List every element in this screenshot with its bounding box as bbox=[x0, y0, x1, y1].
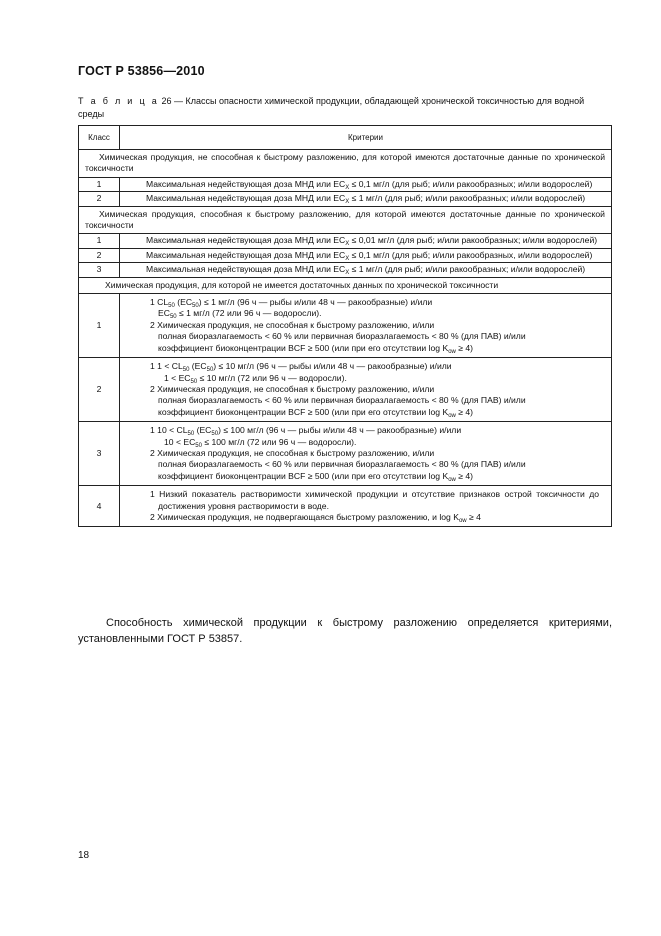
class-cell: 1 bbox=[79, 177, 120, 191]
class-cell: 4 bbox=[79, 486, 120, 527]
list-item: 1 $10 < CL_{50}$ $(EC_{50}) \le 100$ мг/л (96 ч — рыбы и/или 48 ч — ракообразные) и/или bbox=[150, 425, 462, 438]
criteria-cell bbox=[120, 263, 612, 277]
table-row bbox=[79, 358, 612, 422]
body-paragraph: Способность химической продукции к быстрому разложению определяется критериями, установленными ГОСТ Р 53857. bbox=[78, 617, 612, 645]
list-item: 1 $CL_{50}$ $(EC_{50}) \le 1$ мг/л (96 ч — рыбы и/или 48 ч — ракообразные) и/или bbox=[150, 297, 433, 310]
list-item: 1 Низкий показатель растворимости химической продукции и отсутствие признаков острой токсичности до достижения уровня растворимости в воде. bbox=[150, 489, 599, 511]
table-row bbox=[79, 422, 612, 486]
class-cell: 1 bbox=[79, 234, 120, 248]
criteria-text: ≤ 1 мг/л (для рыб; и/или ракообразных; и/или водорослей) bbox=[349, 193, 586, 204]
criteria-text: ≤ 0,1 мг/л (для рыб; и/или ракообразных, и/или водорослей) bbox=[349, 249, 593, 260]
list-item-continuation: коэффициент биоконцентрации BCF ≥ 500 (или при его отсутствии $\log K_{ow} \ge 4$) bbox=[158, 406, 474, 419]
list-item-continuation: $10 < EC_{50} \le 100$ мг/л (72 или 96 ч — водоросли). bbox=[164, 436, 357, 449]
list-item: 2 Химическая продукция, не способная к быстрому разложению, и/или bbox=[150, 383, 435, 394]
criteria-list bbox=[126, 425, 603, 482]
criteria-cell bbox=[120, 248, 612, 262]
criteria-cell bbox=[120, 234, 612, 248]
group-row bbox=[79, 277, 612, 293]
subscript: X bbox=[345, 255, 350, 262]
hazard-class-table bbox=[78, 125, 612, 527]
page-number: 18 bbox=[78, 850, 90, 861]
group-title: Химическая продукция, не способная к быстрому разложению, для которой имеются достаточные данные по хронической токсичности bbox=[79, 150, 612, 178]
class-cell: 2 bbox=[79, 358, 120, 422]
criteria-text: Максимальная недействующая доза МНД или EC bbox=[146, 193, 346, 204]
list-item: 2 Химическая продукция, не способная к быстрому разложению, и/или bbox=[150, 447, 435, 458]
table-row bbox=[79, 294, 612, 358]
list-item-continuation: полная биоразлагаемость < 60 % или первичная биоразлагаемость < 80 % (для ПАВ) и/или bbox=[158, 395, 526, 406]
table-row bbox=[79, 177, 612, 191]
table-row bbox=[79, 192, 612, 206]
table-caption-label: Т а б л и ц а bbox=[78, 96, 159, 106]
criteria-cell bbox=[120, 358, 612, 422]
list-item: 1 $1 < CL_{50}$ $(EC_{50}) \le 10$ мг/л (96 ч — рыбы и/или 48 ч — ракообразные) и/или bbox=[150, 361, 452, 374]
list-item: 2 Химическая продукция, не подвергающаяся быстрому разложению, и $\log K_{ow} \ge 4$ bbox=[150, 511, 481, 524]
table-row bbox=[79, 248, 612, 262]
table-caption bbox=[78, 95, 612, 121]
list-item-continuation: коэффициент биоконцентрации BCF ≥ 500 (или при его отсутствии $\log K_{ow} \ge 4$) bbox=[158, 470, 474, 483]
criteria-cell bbox=[120, 422, 612, 486]
criteria-cell bbox=[120, 486, 612, 527]
group-title: Химическая продукция, для которой не имеется достаточных данных по хронической токсичности bbox=[79, 277, 612, 293]
group-title: Химическая продукция, способная к быстрому разложению, для которой имеются достаточные данные по хронической токсичности bbox=[79, 206, 612, 234]
list-item-continuation: полная биоразлагаемость < 60 % или первичная биоразлагаемость < 80 % (для ПАВ) и/или bbox=[158, 331, 526, 342]
group-row bbox=[79, 150, 612, 178]
subscript: X bbox=[345, 184, 350, 191]
criteria-text: Максимальная недействующая доза МНД или EC bbox=[146, 264, 346, 275]
subscript: X bbox=[345, 241, 350, 248]
table-row bbox=[79, 263, 612, 277]
list-item-continuation: коэффициент биоконцентрации BCF ≥ 500 (или при его отсутствии $\log K_{ow} \ge 4$) bbox=[158, 342, 474, 355]
subscript: X bbox=[345, 199, 350, 206]
criteria-text: ≤ 0,1 мг/л (для рыб; и/или ракообразных; и/или водорослей) bbox=[349, 178, 593, 189]
list-item-continuation: $1 < EC_{50} \le 10$ мг/л (72 или 96 ч — водоросли). bbox=[164, 372, 347, 385]
table-row bbox=[79, 234, 612, 248]
criteria-text: ≤ 1 мг/л (для рыб; и/или ракообразных; и/или водорослей) bbox=[349, 264, 586, 275]
class-cell: 3 bbox=[79, 263, 120, 277]
table-caption-text: 26 — Классы опасности химической продукции, обладающей хронической токсичностью для водной среды bbox=[78, 96, 585, 119]
criteria-cell bbox=[120, 294, 612, 358]
group-row bbox=[79, 206, 612, 234]
criteria-text: Максимальная недействующая доза МНД или EC bbox=[146, 235, 346, 246]
class-cell: 3 bbox=[79, 422, 120, 486]
list-item: 2 Химическая продукция, не способная к быстрому разложению, и/или bbox=[150, 319, 435, 330]
criteria-text: Максимальная недействующая доза МНД или EC bbox=[146, 178, 346, 189]
table-header-row bbox=[79, 126, 612, 150]
criteria-list bbox=[126, 297, 603, 354]
list-item-continuation: полная биоразлагаемость < 60 % или первичная биоразлагаемость < 80 % (для ПАВ) и/или bbox=[158, 459, 526, 470]
criteria-cell bbox=[120, 192, 612, 206]
class-cell: 2 bbox=[79, 192, 120, 206]
column-header-class: Класс bbox=[79, 126, 120, 150]
class-cell: 1 bbox=[79, 294, 120, 358]
subscript: X bbox=[345, 270, 350, 277]
criteria-list bbox=[126, 361, 603, 418]
criteria-cell bbox=[120, 177, 612, 191]
criteria-text: Максимальная недействующая доза МНД или EC bbox=[146, 249, 346, 260]
table-row bbox=[79, 486, 612, 527]
class-cell: 2 bbox=[79, 248, 120, 262]
list-item-continuation: $EC_{50} \le 1$ мг/л (72 или 96 ч — водоросли). bbox=[158, 308, 322, 321]
column-header-criteria: Критерии bbox=[120, 126, 612, 150]
standard-designation: ГОСТ Р 53856—2010 bbox=[78, 64, 205, 78]
criteria-text: ≤ 0,01 мг/л (для рыб; и/или ракообразных; и/или водорослей) bbox=[349, 235, 598, 246]
criteria-list bbox=[126, 489, 603, 523]
